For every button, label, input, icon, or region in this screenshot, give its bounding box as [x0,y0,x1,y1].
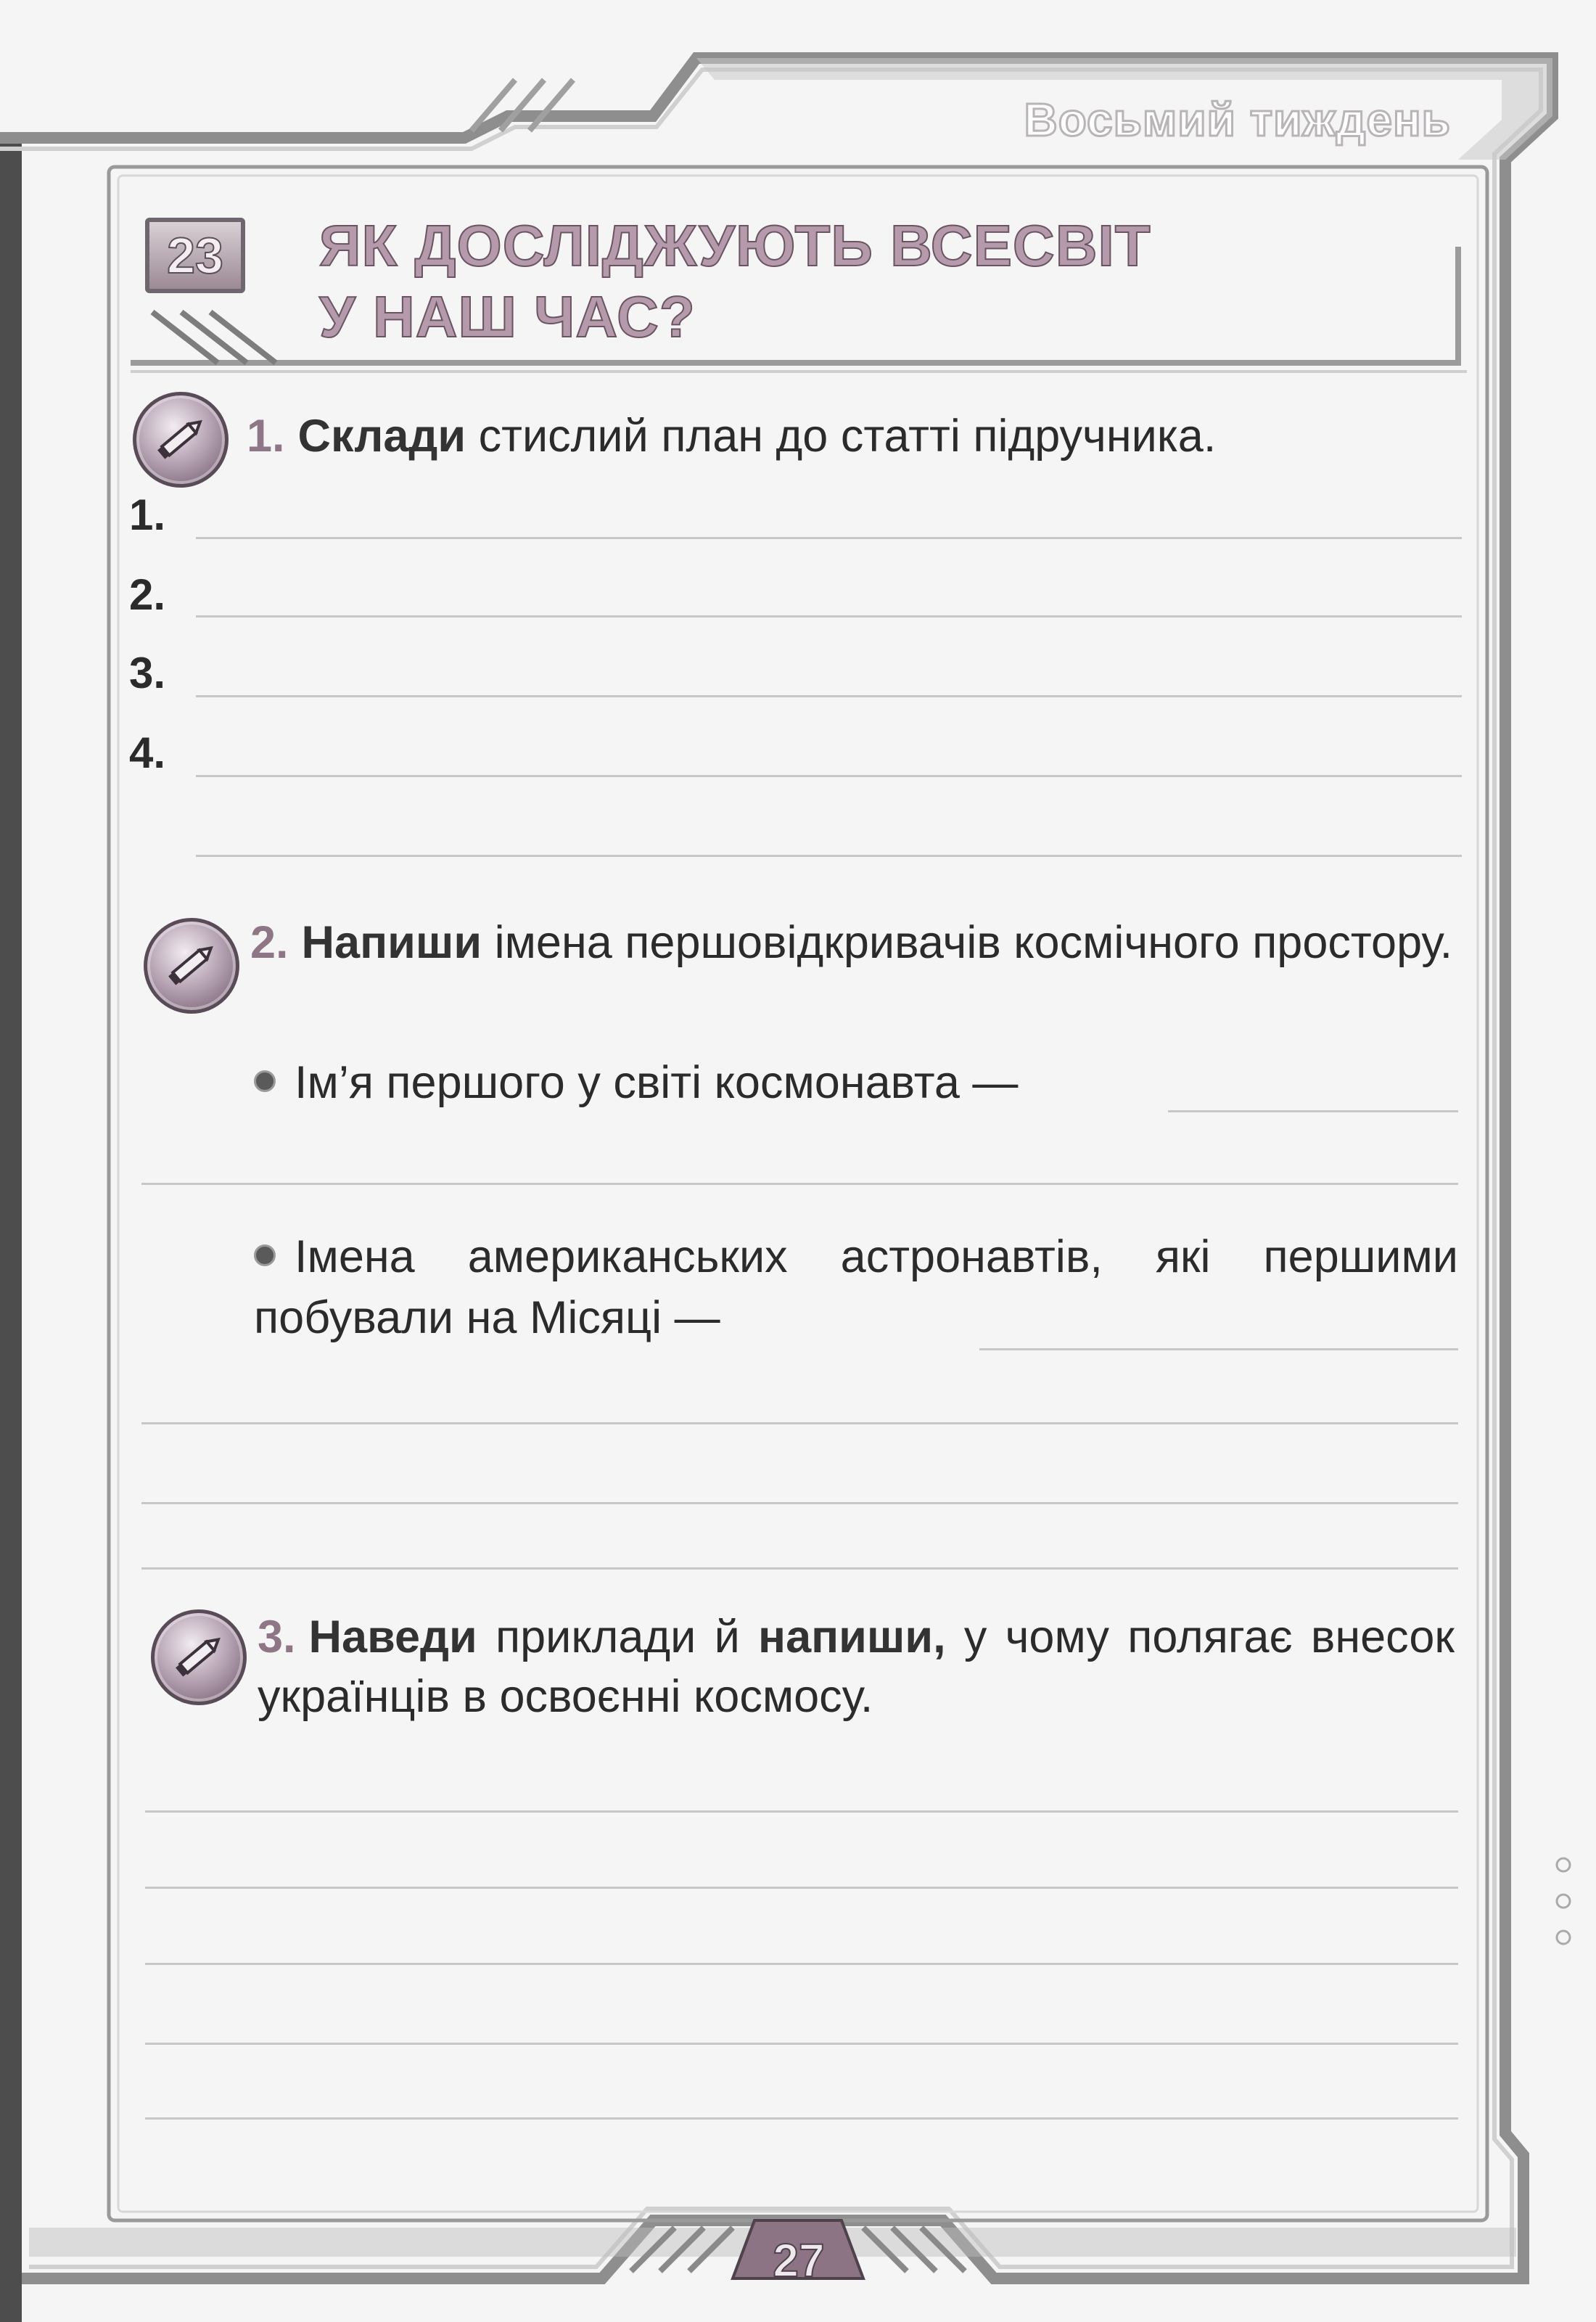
task-2 [250,913,1455,972]
answer-line[interactable] [196,775,1462,777]
task-1-number: 1. [247,411,285,461]
task-2-verb: Напиши [301,917,482,968]
task-3-text-1: приклади й [477,1612,759,1662]
task-3-verb-1: Наведи [308,1612,477,1662]
answer-line[interactable] [145,1963,1458,1965]
bullet-dot [254,1244,276,1266]
plan-item-2-number: 2. [129,570,166,619]
bullet-item [254,1226,1458,1348]
plan-item-3-number: 3. [129,649,166,697]
answer-line[interactable] [145,2117,1458,2120]
page-title [319,210,1480,353]
task-2-number: 2. [250,917,289,968]
task-3-text-2: у чому полягає внесок українців в освоєнні космосу. [258,1612,1455,1722]
lesson-number: 23 [145,218,245,293]
plan-item-4-number: 4. [129,729,166,777]
answer-line[interactable] [145,2043,1458,2045]
plan-item-1-number: 1. [129,491,166,539]
title-line-1: ЯК ДОСЛІДЖУЮТЬ ВСЕСВІТ [319,213,1151,278]
task-3 [258,1607,1455,1726]
answer-line[interactable] [196,695,1462,697]
bullet-2-text: Імена американських астронавтів, які першими побували на Місяці — [254,1231,1458,1343]
pencil-icon [133,392,229,488]
answer-line[interactable] [979,1348,1458,1350]
bullet-dot [254,1070,276,1092]
answer-line[interactable] [196,615,1462,618]
answer-line[interactable] [145,1887,1458,1889]
task-3-number: 3. [258,1612,296,1662]
week-label: Восьмий тиждень [1024,94,1451,146]
pencil-icon [151,1609,247,1705]
answer-line[interactable] [141,1422,1458,1424]
task-1 [247,406,1465,466]
page-number: 27 [773,2234,825,2286]
title-line-2: У НАШ ЧАС? [319,284,696,349]
answer-line[interactable] [141,1183,1458,1185]
task-2-text: імена першовідкривачів космічного простору. [482,917,1453,968]
task-1-verb: Склади [297,411,466,461]
answer-line[interactable] [141,1502,1458,1504]
answer-line[interactable] [196,537,1462,539]
answer-line[interactable] [196,855,1462,857]
answer-line[interactable] [1168,1110,1458,1112]
bullet-1-text: Ім’я першого у світі космонавта — [295,1057,1019,1108]
task-3-verb-2: напиши, [758,1612,946,1662]
bullet-item [254,1052,1168,1113]
answer-line[interactable] [145,1810,1458,1813]
answer-line[interactable] [141,1567,1458,1570]
task-1-text: стислий план до статті підручника. [466,411,1217,461]
pencil-icon [144,918,239,1014]
